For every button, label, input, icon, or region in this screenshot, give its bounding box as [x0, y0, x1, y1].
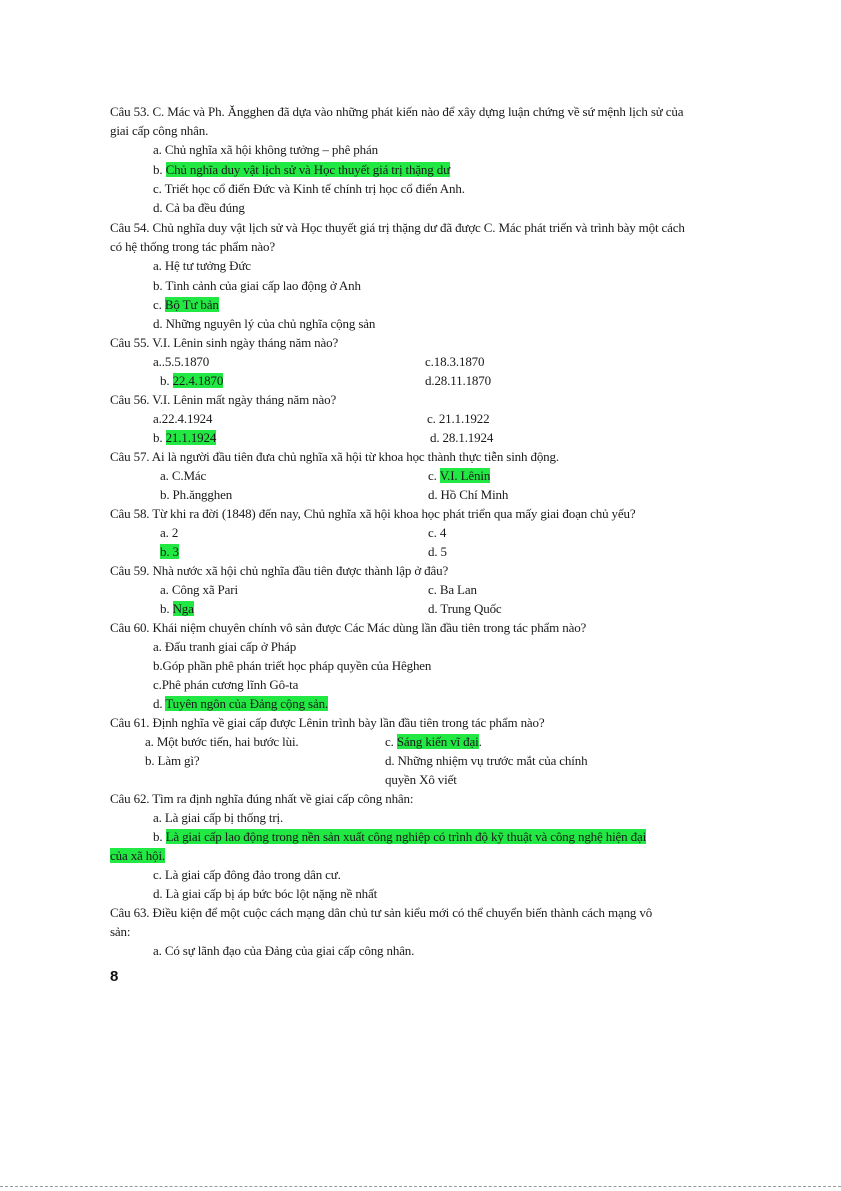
text-line [153, 161, 450, 179]
text-line [110, 219, 685, 237]
text-span: d. Hồ Chí Minh [428, 487, 509, 502]
text-span: c. 21.1.1922 [427, 411, 490, 426]
text-span: a. 2 [160, 525, 179, 540]
highlighted-answer: 22.4.1870 [172, 373, 224, 388]
page-number: 8 [110, 968, 119, 985]
text-line [153, 657, 431, 675]
text-line [110, 122, 208, 140]
text-span: a. Là giai cấp bị thống trị. [153, 810, 284, 825]
text-span: d. [153, 696, 166, 711]
text-line [110, 391, 336, 409]
text-span: c. [385, 734, 397, 749]
text-span: c. [428, 468, 440, 483]
text-line [153, 638, 296, 656]
highlighted-answer: Chủ nghĩa duy vật lịch sử và Học thuyết giá trị thặng dư [165, 162, 450, 177]
text-span: sản: [110, 924, 131, 939]
text-line [160, 524, 178, 542]
text-line [153, 809, 283, 827]
text-span: b. [153, 829, 166, 844]
text-line [153, 296, 219, 314]
text-span: Câu 54. Chủ nghĩa duy vật lịch sử và Học thuyết giá trị thặng dư đã được C. Mác phát triển và trình bày một cách [110, 220, 685, 235]
text-line [160, 581, 238, 599]
highlighted-answer: Nga [172, 601, 194, 616]
text-line [385, 771, 457, 789]
text-line [153, 828, 646, 846]
text-line [427, 410, 489, 428]
text-span: d. 5 [428, 544, 447, 559]
text-line [153, 695, 328, 713]
text-span: b. [153, 430, 166, 445]
text-span: b. [160, 373, 173, 388]
text-line [110, 714, 545, 732]
text-line [428, 581, 477, 599]
text-line [428, 543, 447, 561]
text-line [160, 467, 206, 485]
highlighted-answer: Sáng kiến vĩ đại [396, 734, 479, 749]
text-span: a. C.Mác [160, 468, 207, 483]
text-line [153, 942, 414, 960]
text-span: d. Cả ba đều đúng [153, 200, 245, 215]
text-span: c.Phê phán cương lĩnh Gô-ta [153, 677, 299, 692]
text-line [425, 353, 484, 371]
text-line [160, 543, 179, 561]
text-line [110, 562, 448, 580]
text-line [153, 866, 341, 884]
text-span: Câu 63. Điều kiện để một cuộc cách mạng dân chủ tư sản kiểu mới có thể chuyển biến thành cách mạng vô [110, 905, 653, 920]
text-span: b.Góp phần phê phán triết học pháp quyền của Hêghen [153, 658, 432, 673]
text-line [153, 257, 251, 275]
text-line [430, 429, 493, 447]
text-line [110, 103, 683, 121]
highlighted-answer: V.I. Lênin [439, 468, 491, 483]
text-span: giai cấp công nhân. [110, 123, 209, 138]
text-span: a. Hệ tư tưởng Đức [153, 258, 251, 273]
text-line [153, 676, 298, 694]
text-line [153, 199, 245, 217]
text-span: Câu 55. V.I. Lênin sinh ngày tháng năm nào? [110, 335, 339, 350]
text-line [428, 524, 446, 542]
text-line [153, 429, 216, 447]
text-line [425, 372, 491, 390]
text-line [110, 334, 338, 352]
text-span: Câu 61. Định nghĩa về giai cấp được Lênin trình bày lần đầu tiên trong tác phẩm nào? [110, 715, 545, 730]
text-span: Câu 58. Từ khi ra đời (1848) đến nay, Chủ nghĩa xã hội khoa học phát triển qua mấy giai đoạn chủ yếu? [110, 506, 636, 521]
highlighted-answer: Bộ Tư bản [164, 297, 219, 312]
text-span: a. Một bước tiến, hai bước lùi. [145, 734, 299, 749]
text-span: a. Đấu tranh giai cấp ở Pháp [153, 639, 297, 654]
text-span: a. Công xã Pari [160, 582, 238, 597]
highlighted-answer: Tuyên ngôn của Đảng cộng sản. [165, 696, 329, 711]
text-span: Câu 57. Ai là người đầu tiên đưa chủ nghĩa xã hội từ khoa học thành thực tiễn sinh động. [110, 449, 559, 464]
text-line [428, 486, 508, 504]
text-line [385, 733, 482, 751]
text-span: d.28.11.1870 [425, 373, 491, 388]
text-line [153, 141, 378, 159]
text-line [153, 315, 375, 333]
text-span: c. Triết học cổ điển Đức và Kinh tế chính trị học cổ điển Anh. [153, 181, 465, 196]
text-line [153, 180, 465, 198]
text-line [110, 904, 652, 922]
text-span: d. Là giai cấp bị áp bức bóc lột nặng nề nhất [153, 886, 378, 901]
text-span: quyền Xô viết [385, 772, 457, 787]
highlighted-answer: 21.1.1924 [165, 430, 217, 445]
highlighted-answer: b. 3 [160, 544, 179, 559]
page-bottom-edge [0, 1186, 841, 1187]
text-line [160, 600, 194, 618]
text-span: Câu 53. C. Mác và Ph. Ăngghen đã dựa vào những phát kiến nào để xây dựng luận chứng về sứ mệnh lịch sử của [110, 104, 684, 119]
highlighted-answer: Là giai cấp lao động trong nền sản xuất công nghiệp có trình độ kỹ thuật và công nghệ hiện đại [165, 829, 647, 844]
text-line [110, 923, 130, 941]
text-span: b. [153, 162, 166, 177]
text-line [385, 752, 587, 770]
text-span: a. Chủ nghĩa xã hội không tưởng – phê phán [153, 142, 378, 157]
text-span: c.18.3.1870 [425, 354, 485, 369]
text-line [428, 600, 502, 618]
text-span: a. Có sự lãnh đạo của Đảng của giai cấp công nhân. [153, 943, 415, 958]
text-span: b. Tình cảnh của giai cấp lao động ở Anh [153, 278, 361, 293]
highlighted-answer: của xã hội. [110, 848, 166, 863]
text-line [110, 847, 165, 865]
text-span: Câu 59. Nhà nước xã hội chủ nghĩa đầu tiên được thành lập ở đâu? [110, 563, 449, 578]
text-line [110, 448, 559, 466]
text-span: c. [153, 297, 165, 312]
text-span: c. 4 [428, 525, 447, 540]
text-line [145, 733, 299, 751]
text-line [153, 277, 361, 295]
text-line [153, 353, 209, 371]
text-line [160, 486, 232, 504]
text-line [110, 790, 413, 808]
text-line [110, 505, 636, 523]
text-line [110, 238, 275, 256]
text-span: b. Làm gì? [145, 753, 200, 768]
text-line [145, 752, 199, 770]
text-line [110, 619, 586, 637]
text-span: b. [160, 601, 173, 616]
text-span: a..5.5.1870 [153, 354, 210, 369]
text-span: d. Những nguyên lý của chủ nghĩa cộng sản [153, 316, 376, 331]
text-span: a.22.4.1924 [153, 411, 213, 426]
text-span: d. Những nhiệm vụ trước mắt của chính [385, 753, 588, 768]
text-line [153, 885, 377, 903]
text-span: b. Ph.ăngghen [160, 487, 233, 502]
text-line [160, 372, 223, 390]
text-span: Câu 56. V.I. Lênin mất ngày tháng năm nào? [110, 392, 337, 407]
text-span: có hệ thống trong tác phẩm nào? [110, 239, 276, 254]
text-line [153, 410, 212, 428]
text-line [428, 467, 490, 485]
text-span: Câu 62. Tìm ra định nghĩa đúng nhất về giai cấp công nhân: [110, 791, 414, 806]
text-span: Câu 60. Khái niệm chuyên chính vô sản được Các Mác dùng lần đầu tiên trong tác phẩm nào? [110, 620, 587, 635]
text-span: c. Là giai cấp đông đảo trong dân cư. [153, 867, 341, 882]
text-span: d. 28.1.1924 [430, 430, 494, 445]
text-span: c. Ba Lan [428, 582, 477, 597]
text-span: d. Trung Quốc [428, 601, 502, 616]
text-span: . [478, 734, 482, 749]
